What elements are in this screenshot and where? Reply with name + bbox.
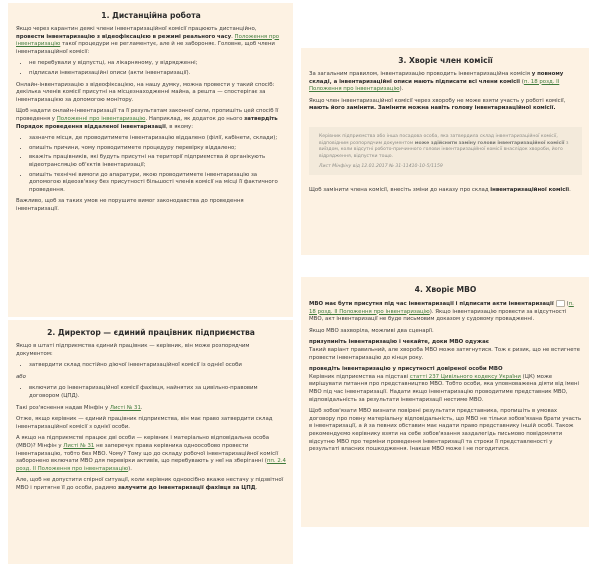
section-sick-commission-member	[301, 48, 589, 255]
link-letter-31[interactable]: Листі № 31	[109, 404, 141, 411]
paragraph	[309, 187, 582, 195]
scenario-heading: призупиніть інвентаризацію і чекайте, доки МВО одужає	[309, 339, 489, 346]
bullet-list	[16, 385, 286, 400]
paragraph: Онлайн-інвентаризацію з відеофіксацією, на нашу думку, можна провести у такий спосіб: декілька членів комісії присутні на місцезнаходженні майна, а решта — спостерігає за інвентаризацією за допомогою монітору.	[16, 81, 275, 103]
section-director-only-employee	[8, 320, 293, 564]
link-letter-31[interactable]: Листі № 31	[63, 442, 95, 449]
paragraph: Якщо в штаті підприємства єдиний працівник — керівник, він може розпорядчим документом:	[16, 343, 250, 357]
paragraph	[16, 435, 286, 473]
text: . Наприклад, як додаток до нього	[145, 115, 245, 122]
section-title: 3. Хворіє член комісії	[398, 56, 493, 65]
link-inventory-regulation[interactable]: пп. 2.4 розд. II Положення про інвентаризацію	[16, 458, 286, 472]
paragraph: Такий варіант правильний, але хвороба МВО може затягнутися. Тож є ризик, що не встигнете провести інвентаризацію до кінця року.	[309, 346, 580, 361]
section-title: 2. Директор — єдиний працівник підприємства	[47, 328, 255, 337]
list-item: • зазначте місця, де проводитимете інвентаризацію віддалено (філії, кабінети, склади);	[29, 135, 286, 143]
text: (	[520, 78, 524, 85]
bullet-list	[16, 362, 286, 370]
text: Щоб надати онлайн-інвентаризації та її результатам законної сили, пропишіть цей спосіб її проведення у	[16, 108, 279, 122]
list-item: • підписали інвентаризаційні описи (акти інвентаризації).	[29, 70, 286, 78]
bold-text: затвердіть Порядок проведення віддаленої інвентаризації	[16, 115, 278, 130]
text: Керівник підприємства або інша посадова особа, яка затвердила склад інвентаризаційної комісії, відповідним розпорядчим документом	[319, 133, 558, 146]
paragraph: Отже, якщо керівник — єдиний працівник підприємства, він має право затвердити склад інвентаризаційної комісії з однієї особи.	[16, 416, 273, 430]
bold-text: залучити до інвентаризації фахівця за ЦПД	[118, 484, 256, 491]
bold-text: мають його замінити. Замінити можна навіть голову інвентаризаційної комісії.	[309, 105, 556, 112]
paragraph: Щоб зобов'язати МВО визнати повірені результати представника, пропишіть в умовах договору про повну матеріальну відповідальність, що МВО не тільки зобов'язана брати участь в інвентаризації, а й за певних обставин має надати право представнику іншій особі. Також рекомендуємо керівнику взяти на себе зобов'язання заздалегідь письмово повідомляти відсутню МВО про терміни проведення інвентаризації та строки її представленості у результаті власних пошкодження. Інакше МВО може і не погодитися.	[309, 408, 582, 453]
list-item: • опишіть причини, чому проводитимете процедуру перевірку віддалено;	[29, 145, 286, 153]
paragraph: Якщо МВО захворіла, можливі два сценарії.	[309, 327, 434, 334]
bold-text: МВО має бути присутня під час інвентаризації і підписати акти інвентаризації	[309, 301, 554, 307]
paragraph	[309, 71, 582, 94]
link-inventory-regulation[interactable]: п. 18 розд. II Положення про інвентаризацію	[309, 301, 574, 315]
text: Щоб замінити члена комісії, внесіть зміни до наказу про склад	[309, 187, 491, 194]
quote-source: Лист Мінфіну від 12.01.2017 № 31-11410-10-5/1159	[319, 164, 443, 170]
section-title: 1. Дистанційна робота	[101, 11, 201, 20]
text: Такі роз'яснення надав Мінфін у	[16, 404, 110, 411]
link-civil-code-article-237[interactable]: статті 237 Цивільного кодексу України	[409, 373, 521, 380]
bullet-list	[16, 60, 286, 77]
list-item: • не перебували у відпустці, на лікарняному, у відрядженні;	[29, 60, 286, 68]
list-item: • затвердити склад постійно діючої інвентаризаційної комісії із однієї особи	[29, 362, 286, 370]
copy-icon[interactable]	[556, 300, 565, 307]
text: такої процедури не регламентує, але й не забороняє. Головне, щоб члени інвентаризаційної комісії:	[16, 41, 275, 55]
text: ).	[399, 86, 404, 93]
paragraph	[16, 477, 286, 492]
list-item: • включити до інвентаризаційної комісії фахівця, найнятих за цивільно-правовим договором (ЦПД).	[29, 385, 286, 400]
text: А якщо на підприємстві працює дві особи — керівник і матеріально відповідальна особа (МВО)? Мінфін у	[16, 435, 270, 449]
text: , в якому:	[165, 123, 194, 130]
text: .	[569, 187, 571, 194]
text: не заперечує права керівника одноособово провести інвентаризацію, тобто без МВО. Чому? Тому що до складу робочої інвентаризаційної комісії заборонено включати МВО для перевірки активів, що перебувають у неї на зберіганні (	[16, 442, 279, 465]
paragraph	[309, 98, 582, 113]
text: .	[231, 33, 235, 40]
section-remote-work	[8, 3, 293, 317]
text: Якщо через карантин деякі члени інвентаризаційної комісії працюють дистанційно,	[16, 26, 257, 32]
text: з виїздом, коли відсутні робото-причинного голови інвентаризаційної комісії внаслідок хвороби, його відрядження, відпустки тощо.	[319, 140, 569, 159]
paragraph	[309, 374, 582, 404]
quote-block	[309, 127, 582, 175]
section-sick-mvo	[301, 277, 589, 527]
paragraph	[309, 300, 582, 324]
bold-text: може здійснити заміну голови інвентаризаційної комісії	[414, 140, 565, 146]
paragraph	[16, 108, 286, 131]
bold-text: інвентаризаційної комісії	[490, 187, 570, 194]
list-item: • вкажіть працівників, які будуть присутні на території підприємства й органікують відеотрансляцію об'єктів інвентаризації;	[29, 154, 286, 169]
link-inventory-regulation[interactable]: п. 18 розд. II Положення про інвентаризацію	[309, 78, 560, 93]
scenario-heading: проведіть інвентаризацію у присутності довіреної особи МВО	[309, 366, 503, 373]
text: Керівник підприємства на підставі	[309, 373, 410, 380]
paragraph	[16, 405, 286, 413]
link-inventory-regulation[interactable]: Положенні про інвентаризацію	[56, 115, 146, 122]
or-text: або	[16, 373, 26, 380]
text: Але, щоб не допустити спірної ситуації, коли керівник одноосібно вкаже нестачу у підзвітної МВО і притягне її до особи, радимо	[16, 477, 284, 491]
text: (	[564, 301, 569, 307]
paragraph	[16, 26, 286, 56]
bullet-list	[16, 135, 286, 194]
text: ). Якщо інвентаризацію провести за відсутності МВО, акт інвентаризації не буде письмовим доказом у судовому провадженні.	[309, 308, 567, 323]
link-inventory-regulation[interactable]: Положення про інвентаризацію	[16, 33, 280, 48]
text: .	[255, 484, 258, 491]
text: .	[140, 404, 143, 411]
text: ).	[128, 465, 132, 472]
list-item: • опишіть технічні вимоги до апаратури, якою проводитимете інвентаризацію за допомогою відеозв'язку без присутності більшості членів комісії на місці її фактичного проведення.	[29, 172, 286, 195]
text: За загальним правилом, інвентаризацію проводить інвентаризаційна комісія	[309, 71, 532, 77]
text: Якщо член інвентаризаційної комісії через хворобу не може взяти участь у роботі комісії,	[309, 97, 566, 104]
bold-text: у повному складі, а інвентаризаційні описи мають підписати всі члени комісії	[309, 71, 564, 85]
bold-text: провести інвентаризацію з відеофіксацією в режимі реального часу	[16, 33, 232, 40]
paragraph: Важливо, щоб за таких умов не порушите вимог законодавства до проведення інвентаризації.	[16, 198, 244, 212]
quote-text	[319, 134, 576, 160]
text: (ЦК) може вирішувати питання про представництво МВО. Тобто особи, яка уповноважена діяти від імені МВО під час інвентаризації. Надати якщо інвентаризацію проводитиме представник МВО, відповідальність за результати інвентаризації нестиме МВО.	[309, 373, 580, 403]
section-title: 4. Хворіє МВО	[414, 285, 477, 294]
